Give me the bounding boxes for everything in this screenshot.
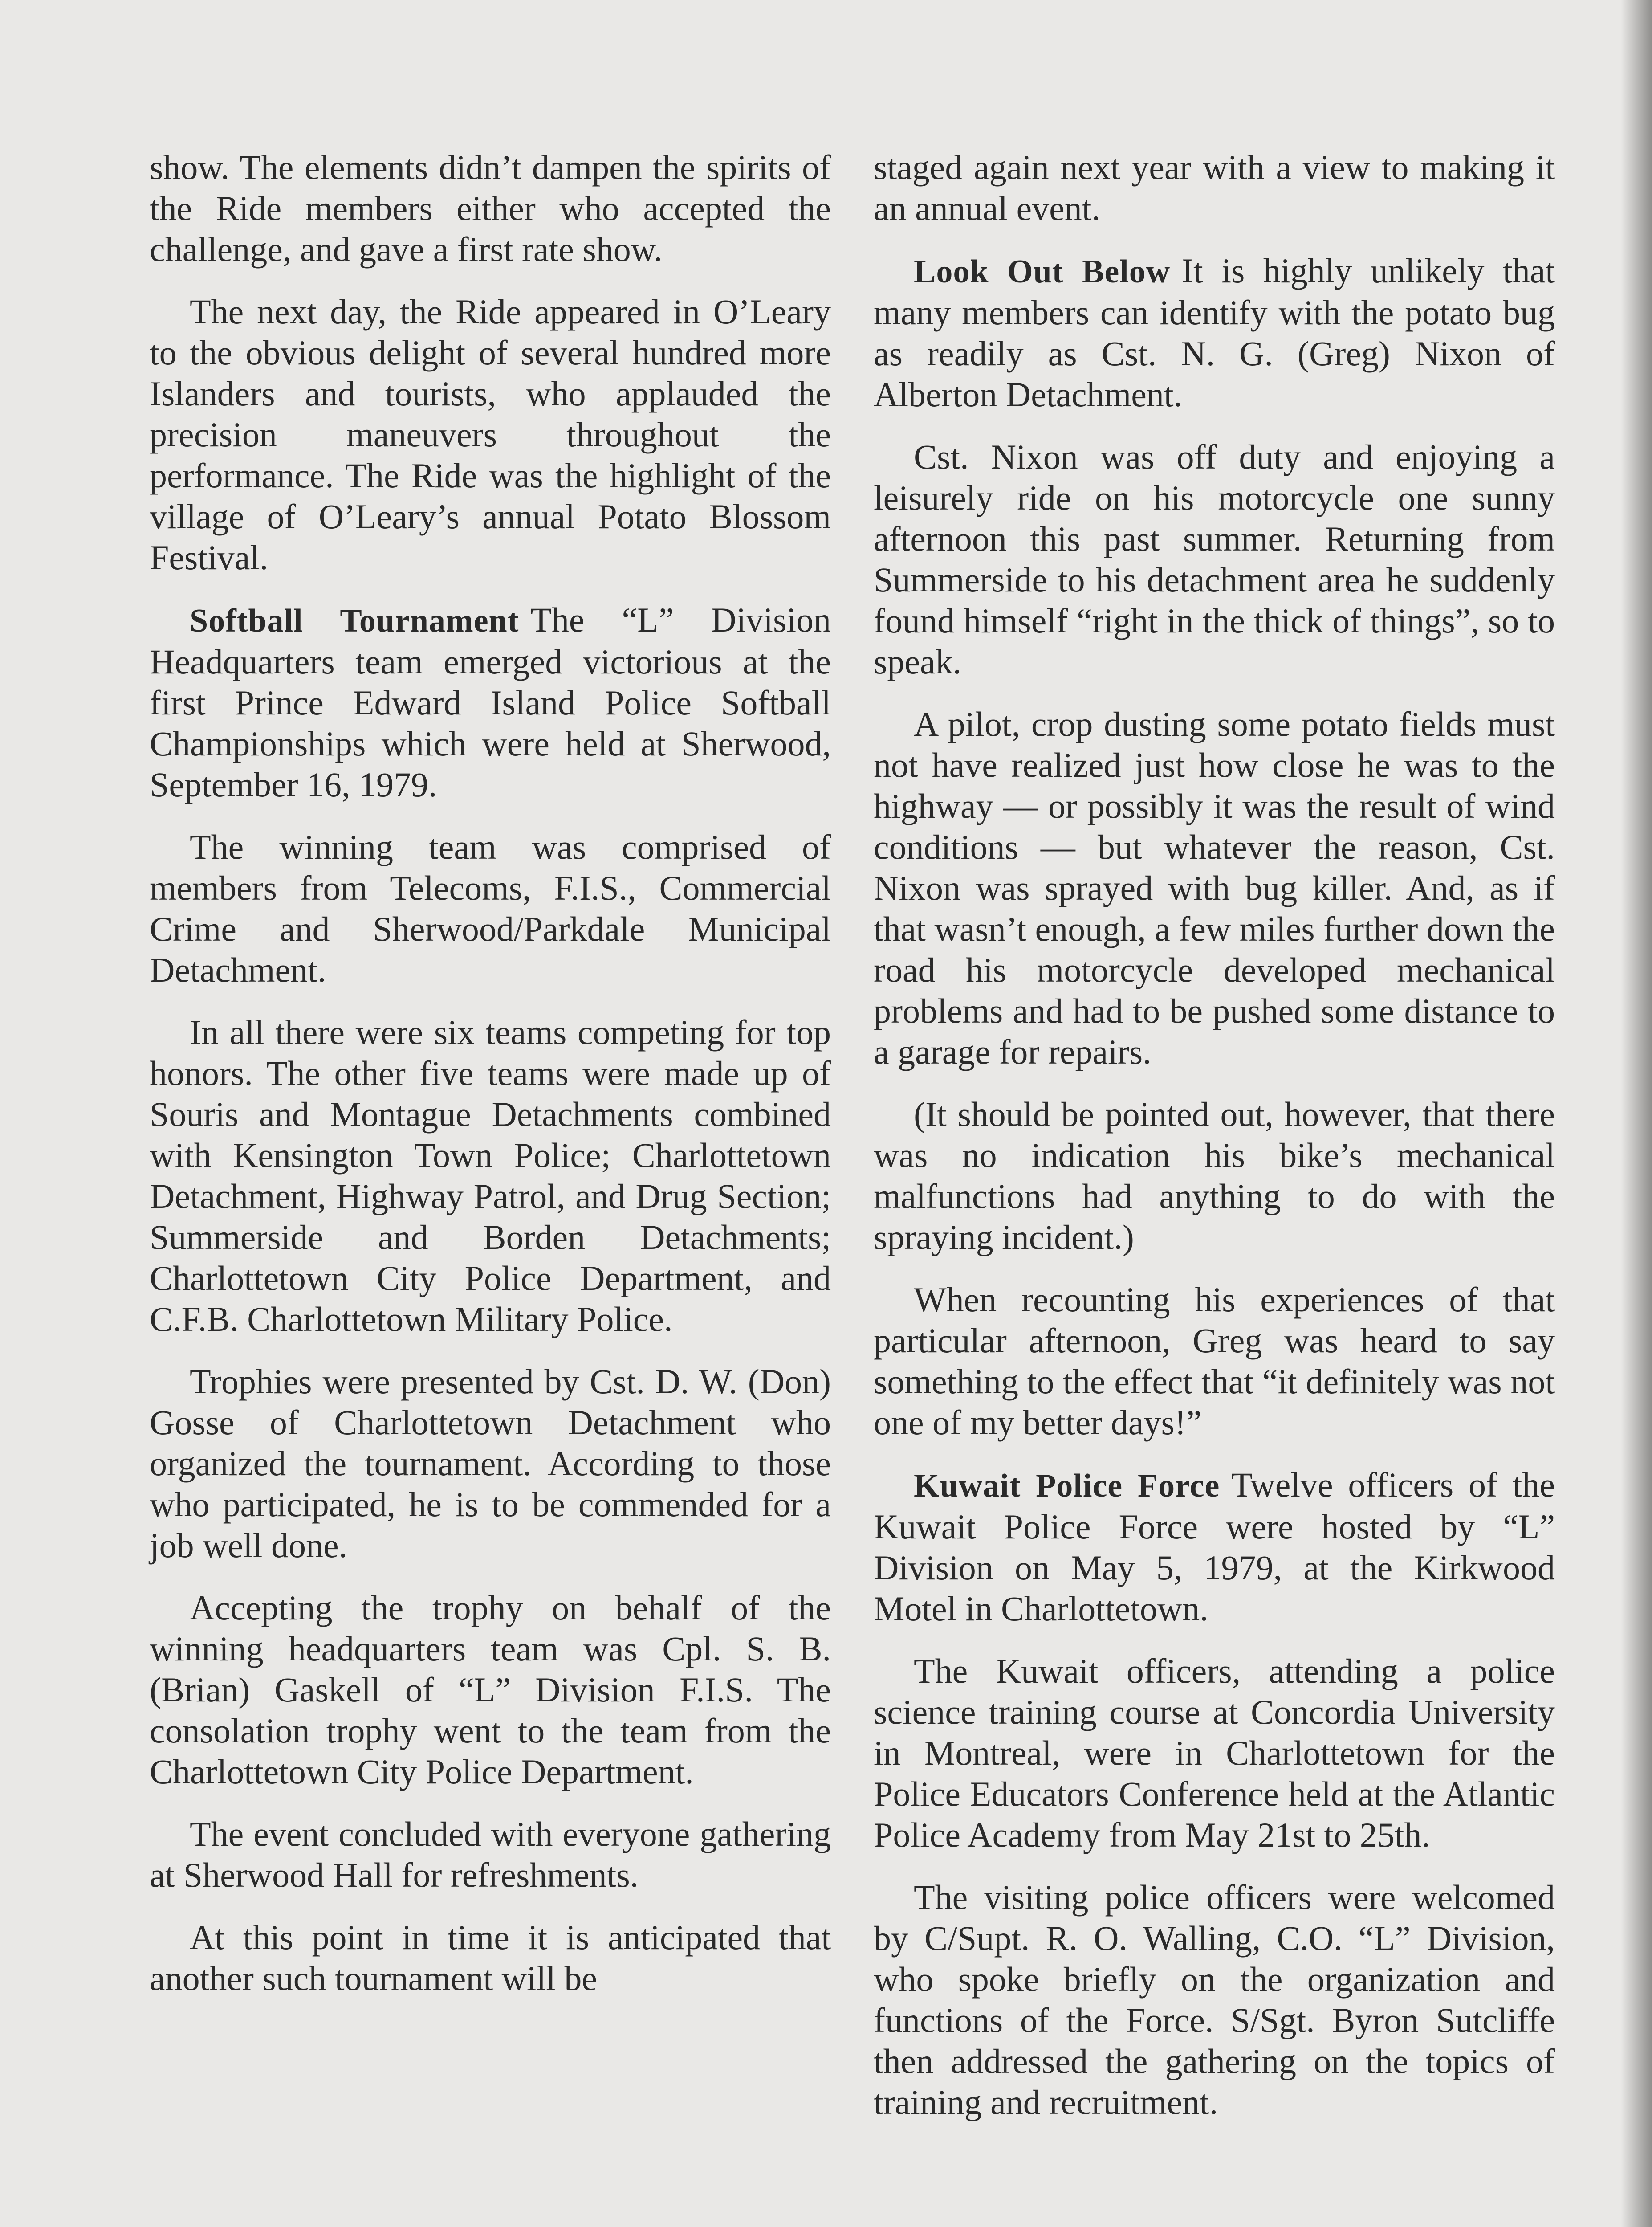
- paragraph-text: show. The elements didn’t dampen the spirits of the Ride members either who accepted the challenge, and gave a first rate show.: [150, 148, 831, 269]
- paragraph: [150, 600, 831, 805]
- section-heading-look-out-below: Look Out Below: [914, 253, 1171, 290]
- paragraph-text: Trophies were presented by Cst. D. W. (Don) Gosse of Charlottetown Detachment who organized the tournament. According to those who participated, he is to be commended for a job well done.: [150, 1362, 831, 1565]
- paragraph: [150, 1814, 831, 1896]
- paragraph: [150, 1917, 831, 1999]
- section-heading-softball: Softball Tournament: [190, 603, 519, 639]
- paragraph: [874, 704, 1555, 1073]
- paragraph-text: staged again next year with a view to making it an annual event.: [874, 148, 1555, 228]
- paragraph: [874, 1464, 1555, 1629]
- paragraph-text: The next day, the Ride appeared in O’Leary to the obvious delight of several hundred more Islanders and tourists, who applauded the precision maneuvers throughout the performance. The Ride was the highlight of the village of O’Leary’s annual Potato Blossom Festival.: [150, 292, 831, 577]
- paragraph-text: At this point in time it is anticipated that another such tournament will be: [150, 1918, 831, 1998]
- paragraph-text: Twelve officers of the Kuwait Police Force were hosted by “L” Division on May 5, 1979, at the Kirkwood Motel in Charlottetown.: [874, 1465, 1555, 1628]
- paragraph-text: A pilot, crop dusting some potato fields must not have realized just how close he was to the highway — or possibly it was the result of wind conditions — but whatever the reason, Cst. Nixon was sprayed with bug killer. And, as if that wasn’t enough, a few miles further down the road his motorcycle developed mechanical problems and had to be pushed some distance to a garage for repairs.: [874, 705, 1555, 1071]
- paragraph: [150, 291, 831, 578]
- paragraph: [150, 1012, 831, 1340]
- paragraph: [150, 1587, 831, 1792]
- paragraph-text: (It should be pointed out, however, that there was no indication his bike’s mechanical malfunctions had anything to do with the spraying incident.): [874, 1095, 1555, 1256]
- paragraph-text: Accepting the trophy on behalf of the winning headquarters team was Cpl. S. B. (Brian) Gaskell of “L” Division F.I.S. The consolation trophy went to the team from the Charlottetown City Police Department.: [150, 1588, 831, 1791]
- paragraph: [874, 147, 1555, 229]
- paragraph-text: In all there were six teams competing for top honors. The other five teams were made up of Souris and Montague Detachments combined with Kensington Town Police; Charlottetown Detachment, Highway Patrol, and Drug Section; Summerside and Borden Detachments; Charlottetown City Police Department, and C.F.B. Charlottetown Military Police.: [150, 1013, 831, 1338]
- paragraph-text: Cst. Nixon was off duty and enjoying a leisurely ride on his motorcycle one sunny afternoon this past summer. Returning from Summerside to his detachment area he suddenly found himself “right in the thick of things”, so to speak.: [874, 437, 1555, 681]
- paragraph: [150, 147, 831, 270]
- paragraph-text: The event concluded with everyone gathering at Sherwood Hall for refreshments.: [150, 1815, 831, 1894]
- paragraph: [150, 1361, 831, 1566]
- paragraph: [150, 827, 831, 991]
- paragraph: [874, 1651, 1555, 1856]
- right-column: [874, 147, 1555, 2144]
- paragraph: [874, 250, 1555, 415]
- paragraph-text: When recounting his experiences of that particular afternoon, Greg was heard to say something to the effect that “it definitely was not one of my better days!”: [874, 1280, 1555, 1442]
- paragraph: [874, 436, 1555, 682]
- page-edge-shadow: [1621, 0, 1652, 2227]
- paragraph: [874, 1279, 1555, 1443]
- paragraph-text: The visiting police officers were welcomed by C/Supt. R. O. Walling, C.O. “L” Division, who spoke briefly on the organization and functions of the Force. S/Sgt. Byron Sutcliffe then addressed the gathering on the topics of training and recruitment.: [874, 1878, 1555, 2121]
- paragraph: [874, 1094, 1555, 1258]
- paragraph-text: The winning team was comprised of members from Telecoms, F.I.S., Commercial Crime and Sherwood/Parkdale Municipal Detachment.: [150, 828, 831, 989]
- paragraph: [874, 1877, 1555, 2123]
- paragraph-text: It is highly unlikely that many members can identify with the potato bug as readily as Cst. N. G. (Greg) Nixon of Alberton Detachment.: [874, 251, 1555, 414]
- paragraph-text: The “L” Division Headquarters team emerged victorious at the first Prince Edward Island Police Softball Championships which were held at Sherwood, September 16, 1979.: [150, 600, 831, 804]
- section-heading-kuwait: Kuwait Police Force: [914, 1468, 1220, 1504]
- paragraph-text: The Kuwait officers, attending a police science training course at Concordia University in Montreal, were in Charlottetown for the Police Educators Conference held at the Atlantic Police Academy from May 21st to 25th.: [874, 1652, 1555, 1854]
- left-column: [150, 147, 831, 2020]
